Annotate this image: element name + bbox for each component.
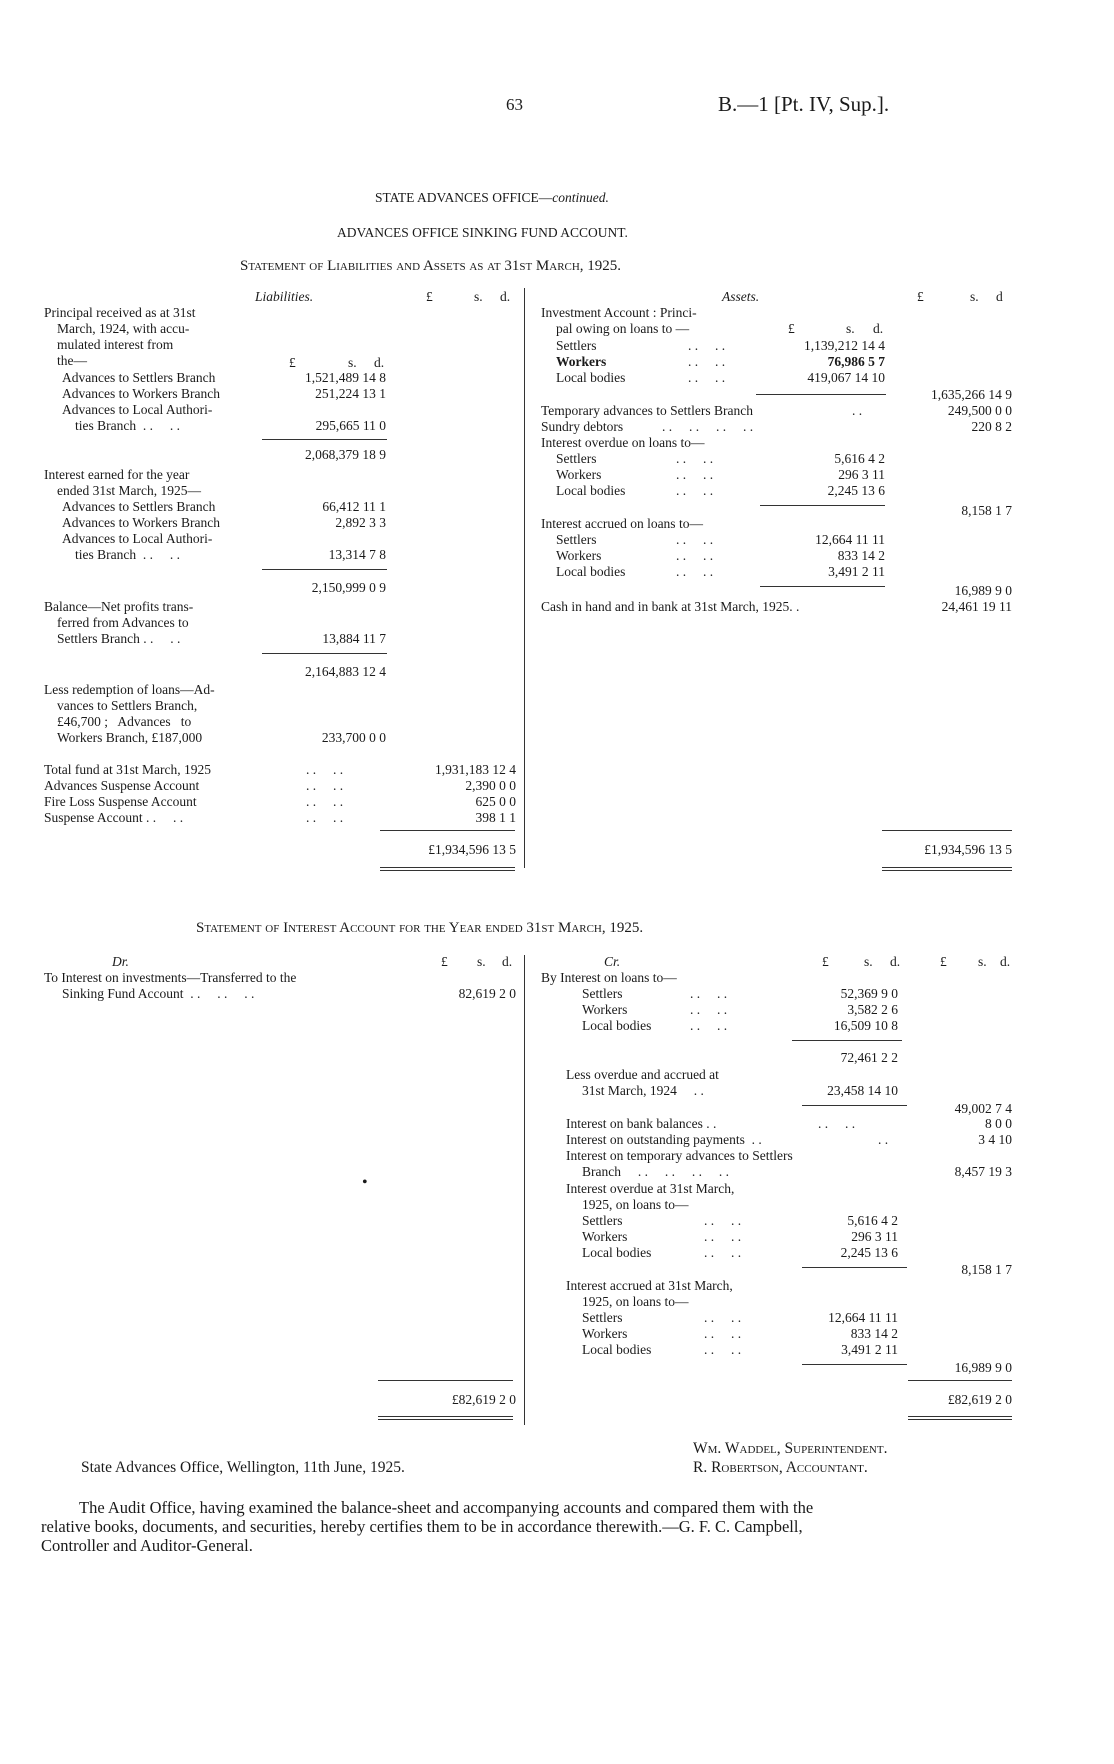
amount: 23,458 14 10: [827, 1083, 898, 1098]
label: Workers: [556, 354, 607, 369]
amount: 12,664 11 11: [815, 532, 885, 547]
label: Advances to Settlers Branch: [62, 370, 216, 385]
rule: [378, 1380, 513, 1381]
liabilities-heading: Liabilities.: [255, 289, 314, 304]
amount: 52,369 9 0: [840, 986, 898, 1001]
cr-total: £82,619 2 0: [947, 1392, 1012, 1407]
text-line: 1925, on loans to—: [582, 1197, 689, 1212]
section-label: By Interest on loans to—: [541, 970, 677, 985]
d-column-head: d: [996, 289, 1003, 304]
rule: [802, 1105, 907, 1106]
audit-line: Controller and Auditor-General.: [41, 1536, 253, 1555]
amount: 3,491 2 11: [828, 564, 885, 579]
total-amount: 1,931,183 12 4: [435, 762, 516, 777]
label: Settlers: [582, 986, 623, 1001]
label: ties Branch . . . .: [75, 418, 180, 433]
amount: 2,892 3 3: [335, 515, 386, 530]
text-line: Principal received as at 31st: [44, 305, 196, 320]
text-line: 1925, on loans to—: [582, 1294, 689, 1309]
amount: 833 14 2: [837, 548, 885, 563]
s-column-head: s.: [477, 954, 486, 969]
leader-dots: . . . .: [676, 548, 714, 563]
rule: [908, 1380, 1012, 1381]
text-line: Settlers Branch . . . .: [57, 631, 181, 646]
amount: 3,582 2 6: [847, 1002, 898, 1017]
leader-dots: . .: [878, 1132, 889, 1147]
text-line: To Interest on investments—Transferred to the: [44, 970, 297, 985]
rule: [262, 653, 387, 654]
amount: 8,457 19 3: [954, 1164, 1012, 1179]
amount: 1,521,489 14 8: [305, 370, 386, 385]
pound-subhead: £: [289, 355, 296, 370]
rule: [882, 830, 1012, 831]
leader-dots: . . . .: [676, 564, 714, 579]
leader-dots: . . . .: [690, 1018, 728, 1033]
rule: [802, 1267, 907, 1268]
label: Advances to Workers Branch: [62, 515, 220, 530]
text-line: vances to Settlers Branch,: [57, 698, 198, 713]
text-line: pal owing on loans to —: [556, 321, 690, 336]
report-reference: B.—1 [Pt. IV, Sup.].: [718, 92, 890, 116]
s-column-head: s.: [978, 954, 987, 969]
label: Interest on outstanding payments . .: [566, 1132, 762, 1147]
text-line: Interest accrued at 31st March,: [566, 1278, 733, 1293]
amount: 249,500 0 0: [947, 403, 1012, 418]
d-column-head: d.: [890, 954, 901, 969]
pound-column-head: £: [917, 289, 924, 304]
leader-dots: . . . .: [688, 338, 726, 353]
text-line: Balance—Net profits trans-: [44, 599, 194, 614]
label: Advances to Workers Branch: [62, 386, 220, 401]
amount: 1,139,212 14 4: [804, 338, 885, 353]
d-subhead: d.: [374, 355, 385, 370]
amount: 5,616 4 2: [834, 451, 885, 466]
amount: 12,664 11 11: [828, 1310, 898, 1325]
label: Advances to Local Authori-: [62, 402, 213, 417]
total-label: Fire Loss Suspense Account: [44, 794, 197, 809]
leader-dots: . . . .: [704, 1310, 742, 1325]
label: Local bodies: [556, 564, 626, 579]
label: Workers: [582, 1229, 628, 1244]
rule: [262, 439, 387, 440]
leader-dots: . . . .: [676, 451, 714, 466]
total-amount: 398 1 1: [475, 810, 516, 825]
amount: 3 4 10: [978, 1132, 1012, 1147]
leader-dots: . . . .: [704, 1229, 742, 1244]
subtotal: 72,461 2 2: [840, 1050, 898, 1065]
s-subhead: s.: [348, 355, 357, 370]
section-label: Interest accrued on loans to—: [541, 516, 703, 531]
s-column-head: s.: [474, 289, 483, 304]
assets-grand-total: £1,934,596 13 5: [924, 842, 1012, 857]
label: Workers: [556, 548, 602, 563]
d-subhead: d.: [873, 321, 884, 336]
label: Settlers: [582, 1310, 623, 1325]
leader-dots: . . . .: [676, 532, 714, 547]
amount: 16,509 10 8: [833, 1018, 898, 1033]
label: Workers: [582, 1326, 628, 1341]
label: Local bodies: [582, 1245, 652, 1260]
cr-heading: Cr.: [604, 954, 621, 969]
subtotal: 16,989 9 0: [954, 1360, 1012, 1375]
label: Workers: [556, 467, 602, 482]
text-line: mulated interest from: [57, 337, 174, 352]
text-line: Interest earned for the year: [44, 467, 190, 482]
place-date: State Advances Office, Wellington, 11th June, 1925.: [81, 1459, 405, 1476]
subtotal: 2,150,999 0 9: [311, 580, 386, 595]
label: Settlers: [556, 532, 597, 547]
amount: 233,700 0 0: [321, 730, 386, 745]
label: Advances to Local Authori-: [62, 531, 213, 546]
amount: 419,067 14 10: [807, 370, 885, 385]
dr-heading: Dr.: [112, 954, 129, 969]
leader-dots: . .: [852, 403, 863, 418]
rule: [756, 394, 886, 395]
s-subhead: s.: [846, 321, 855, 336]
leader-dots: . . . .: [704, 1245, 742, 1260]
rule: [760, 586, 885, 587]
leader-dots: . . . .: [676, 483, 714, 498]
text-line: 31st March, 1924 . .: [582, 1083, 704, 1098]
leader-dots: . . . .: [676, 467, 714, 482]
label: Local bodies: [582, 1018, 652, 1033]
subtotal: 8,158 1 7: [961, 503, 1012, 518]
text-line: Interest on temporary advances to Settlers: [566, 1148, 793, 1163]
total-amount: 625 0 0: [475, 794, 516, 809]
amount: 296 3 11: [838, 467, 885, 482]
double-rule: [908, 1419, 1012, 1420]
leader-dots: . . . .: [688, 370, 726, 385]
d-column-head: d.: [502, 954, 513, 969]
leader-dots: . . . .: [690, 1002, 728, 1017]
text-line: Sinking Fund Account . . . . . .: [62, 986, 255, 1001]
assets-heading: Assets.: [722, 289, 760, 304]
text-line: Less overdue and accrued at: [566, 1067, 719, 1082]
office-title: STATE ADVANCES OFFICE—continued.: [375, 190, 609, 205]
amount: 3,491 2 11: [841, 1342, 898, 1357]
label: Sundry debtors: [541, 419, 624, 434]
label: Local bodies: [556, 370, 626, 385]
double-rule: [908, 1416, 1012, 1417]
leader-dots: . . . .: [818, 1116, 856, 1131]
label: Workers: [582, 1002, 628, 1017]
total-label: Advances Suspense Account: [44, 778, 200, 793]
rule: [792, 1040, 902, 1041]
signature-superintendent: Wm. Waddel, Superintendent.: [693, 1440, 888, 1457]
double-rule: [882, 867, 1012, 868]
leader-dots: . . . .: [704, 1342, 742, 1357]
rule: [802, 1364, 907, 1365]
text-line: £46,700 ; Advances to: [57, 714, 192, 729]
pound-column-head: £: [822, 954, 829, 969]
subtotal: 1,635,266 14 9: [931, 387, 1012, 402]
label: Temporary advances to Settlers Branch: [541, 403, 753, 418]
label: Cash in hand and in bank at 31st March, 1925. .: [541, 599, 800, 614]
audit-line: relative books, documents, and securities, hereby certifies them to be in accordance therewith.—G. F. C. Campbell,: [41, 1517, 803, 1536]
section-label: Interest overdue on loans to—: [541, 435, 705, 450]
audit-line: The Audit Office, having examined the balance-sheet and accompanying accounts and compared them with the: [79, 1498, 814, 1517]
leader-dots: . . . .: [306, 778, 344, 793]
amount: 76,986 5 7: [827, 354, 885, 369]
label: Settlers: [582, 1213, 623, 1228]
s-column-head: s.: [970, 289, 979, 304]
center-rule: [524, 288, 525, 868]
pound-subhead: £: [788, 321, 795, 336]
amount: 2,245 13 6: [827, 483, 885, 498]
leader-dots: . . . .: [704, 1213, 742, 1228]
rule: [760, 505, 885, 506]
statement-liabilities-title: Statement of Liabilities and Assets as at 31st March, 1925.: [240, 258, 622, 274]
amount: 13,884 11 7: [322, 631, 386, 646]
double-rule: [378, 1419, 513, 1420]
subtotal: 2,164,883 12 4: [305, 664, 386, 679]
amount: 5,616 4 2: [847, 1213, 898, 1228]
amount: 2,245 13 6: [840, 1245, 898, 1260]
label: Interest on bank balances . .: [566, 1116, 717, 1131]
rule: [262, 569, 387, 570]
double-rule: [378, 1416, 513, 1417]
d-column-head: d.: [500, 289, 511, 304]
leader-dots: . . . .: [688, 354, 726, 369]
amount: 82,619 2 0: [458, 986, 516, 1001]
leader-dots: . . . .: [704, 1326, 742, 1341]
text-line: March, 1924, with accu-: [57, 321, 190, 336]
account-title: ADVANCES OFFICE SINKING FUND ACCOUNT.: [337, 225, 628, 240]
text-line: the—: [57, 353, 87, 368]
label: Local bodies: [556, 483, 626, 498]
label: Settlers: [556, 338, 597, 353]
leader-dots: . . . .: [306, 810, 344, 825]
signature-accountant: R. Robertson, Accountant.: [693, 1459, 868, 1476]
amount: 295,665 11 0: [315, 418, 386, 433]
double-rule: [882, 870, 1012, 871]
total-label: Total fund at 31st March, 1925: [44, 762, 212, 777]
label: ties Branch . . . .: [75, 547, 180, 562]
text-line: ended 31st March, 1925—: [57, 483, 201, 498]
total-amount: 2,390 0 0: [465, 778, 516, 793]
label: Settlers: [556, 451, 597, 466]
text-line: Workers Branch, £187,000: [57, 730, 203, 745]
label: Advances to Settlers Branch: [62, 499, 216, 514]
text-line: Branch . . . . . . . .: [582, 1164, 729, 1179]
amount: 8 0 0: [985, 1116, 1012, 1131]
pound-column-head: £: [426, 289, 433, 304]
double-rule: [380, 867, 515, 868]
leader-dots: . . . .: [690, 986, 728, 1001]
amount: 833 14 2: [850, 1326, 898, 1341]
dr-total: £82,619 2 0: [451, 1392, 516, 1407]
page-number: 63: [506, 95, 523, 114]
amount: 66,412 11 1: [322, 499, 386, 514]
stray-mark: •: [362, 1174, 368, 1191]
subtotal: 16,989 9 0: [954, 583, 1012, 598]
double-rule: [380, 870, 515, 871]
leader-dots: . . . .: [306, 794, 344, 809]
statement-interest-title: Statement of Interest Account for the Year ended 31st March, 1925.: [196, 920, 644, 936]
total-label: Suspense Account . . . .: [44, 810, 184, 825]
label: Local bodies: [582, 1342, 652, 1357]
text-line: Investment Account : Princi-: [541, 305, 697, 320]
amount: 24,461 19 11: [941, 599, 1012, 614]
leader-dots: . . . . . . . .: [662, 419, 754, 434]
text-line: Interest overdue at 31st March,: [566, 1181, 735, 1196]
liabilities-grand-total: £1,934,596 13 5: [428, 842, 516, 857]
subtotal: 49,002 7 4: [954, 1101, 1012, 1116]
d-column-head: d.: [1000, 954, 1011, 969]
text-line: ferred from Advances to: [57, 615, 189, 630]
leader-dots: . . . .: [306, 762, 344, 777]
amount: 220 8 2: [971, 419, 1012, 434]
rule: [380, 830, 515, 831]
amount: 296 3 11: [851, 1229, 898, 1244]
s-column-head: s.: [864, 954, 873, 969]
text-line: Less redemption of loans—Ad-: [44, 682, 215, 697]
subtotal: 8,158 1 7: [961, 1262, 1012, 1277]
amount: 251,224 13 1: [315, 386, 386, 401]
pound-column-head: £: [940, 954, 947, 969]
center-rule: [524, 955, 525, 1425]
amount: 13,314 7 8: [328, 547, 386, 562]
pound-column-head: £: [441, 954, 448, 969]
subtotal: 2,068,379 18 9: [305, 447, 386, 462]
